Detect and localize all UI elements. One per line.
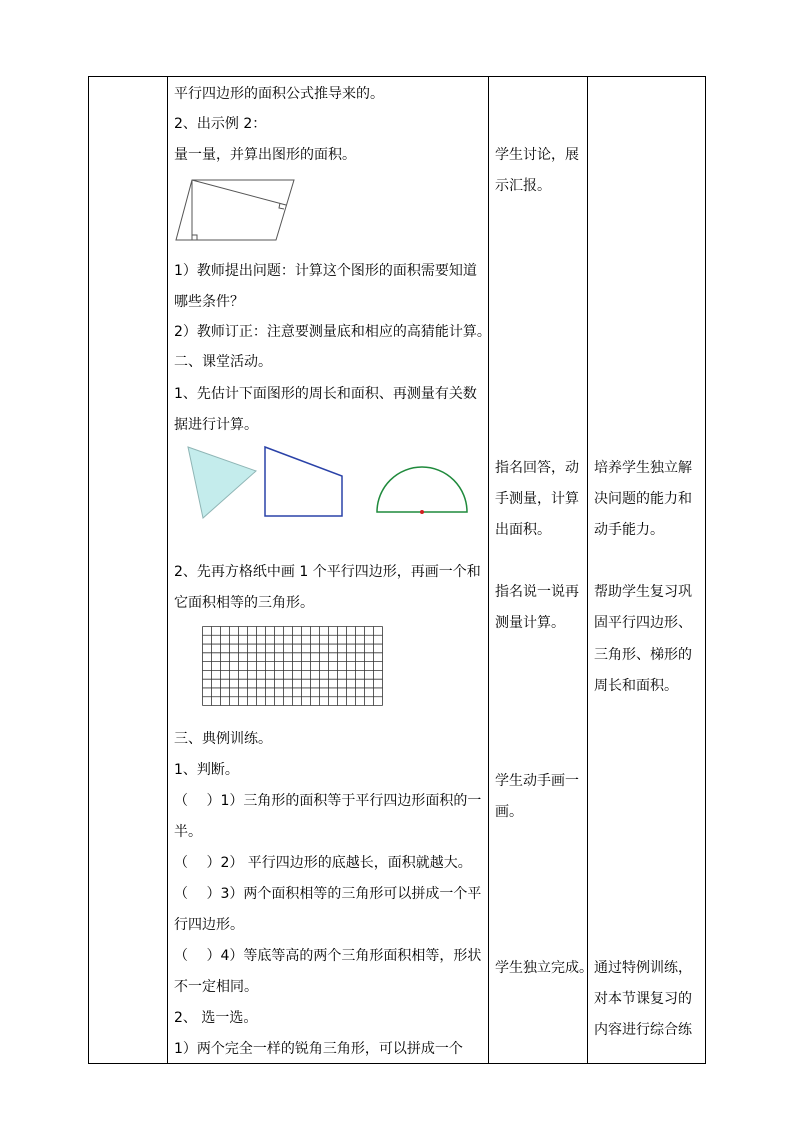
content-line: 它面积相等的三角形。 [174, 595, 314, 611]
content-line: 1、判断。 [174, 762, 239, 778]
content-line: （ ）3）两个面积相等的三角形可以拼成一个平 [174, 886, 482, 902]
content-line: 量一量，并算出图形的面积。 [174, 147, 356, 163]
design-intent-line: 内容进行综合练 [594, 1022, 692, 1038]
trapezoid-figure [264, 446, 344, 518]
triangle-figure [187, 446, 259, 520]
content-line: 不一定相同。 [174, 979, 258, 995]
student-activity-line: 画。 [495, 804, 523, 820]
column-divider-2 [488, 76, 489, 1064]
content-line: 据进行计算。 [174, 417, 258, 433]
content-line: （ ）1）三角形的面积等于平行四边形面积的一 [174, 793, 482, 809]
content-line: 1、先估计下面图形的周长和面积、再测量有关数 [174, 386, 477, 402]
content-line: 哪些条件？ [174, 294, 244, 310]
design-intent-line: 周长和面积。 [594, 678, 678, 694]
student-activity-line: 手测量，计算 [495, 491, 579, 507]
grid-paper [202, 626, 383, 706]
semicircle-figure [376, 466, 468, 516]
content-line: 行四边形。 [174, 917, 244, 933]
content-line: 2）教师订正：注意要测量底和相应的高猜能计算。 [174, 324, 491, 340]
content-line: 2、先再方格纸中画 1 个平行四边形，再画一个和 [174, 564, 481, 580]
column-divider-1 [167, 76, 168, 1064]
design-intent-line: 帮助学生复习巩 [594, 584, 692, 600]
column-divider-3 [587, 76, 588, 1064]
content-line: 二、课堂活动。 [174, 354, 272, 370]
design-intent-line: 固平行四边形、 [594, 615, 692, 631]
content-line: （ ）4）等底等高的两个三角形面积相等，形状 [174, 948, 482, 964]
design-intent-line: 培养学生独立解 [594, 460, 692, 476]
student-activity-line: 出面积。 [495, 522, 551, 538]
content-line: 半。 [174, 824, 202, 840]
student-activity-line: 学生独立完成。 [495, 960, 593, 976]
student-activity-line: 指名回答，动 [495, 460, 579, 476]
student-activity-line: 学生讨论，展 [495, 147, 579, 163]
content-line: 1）教师提出问题：计算这个图形的面积需要知道 [174, 263, 477, 279]
content-line: 平行四边形的面积公式推导来的。 [174, 86, 384, 102]
student-activity-line: 测量计算。 [495, 615, 565, 631]
content-line: 2、 选一选。 [174, 1010, 258, 1026]
design-intent-line: 通过特例训练， [594, 960, 692, 976]
design-intent-line: 动手能力。 [594, 522, 664, 538]
content-line: 1）两个完全一样的锐角三角形，可以拼成一个 [174, 1041, 463, 1057]
content-line: （ ）2） 平行四边形的底越长，面积就越大。 [174, 855, 472, 871]
student-activity-line: 学生动手画一 [495, 773, 579, 789]
student-activity-line: 示汇报。 [495, 178, 551, 194]
parallelogram-figure [176, 178, 296, 242]
design-intent-line: 决问题的能力和 [594, 491, 692, 507]
design-intent-line: 对本节课复习的 [594, 991, 692, 1007]
student-activity-line: 指名说一说再 [495, 584, 579, 600]
design-intent-line: 三角形、梯形的 [594, 647, 692, 663]
content-line: 2、出示例 2： [174, 116, 267, 132]
content-line: 三、典例训练。 [174, 731, 272, 747]
